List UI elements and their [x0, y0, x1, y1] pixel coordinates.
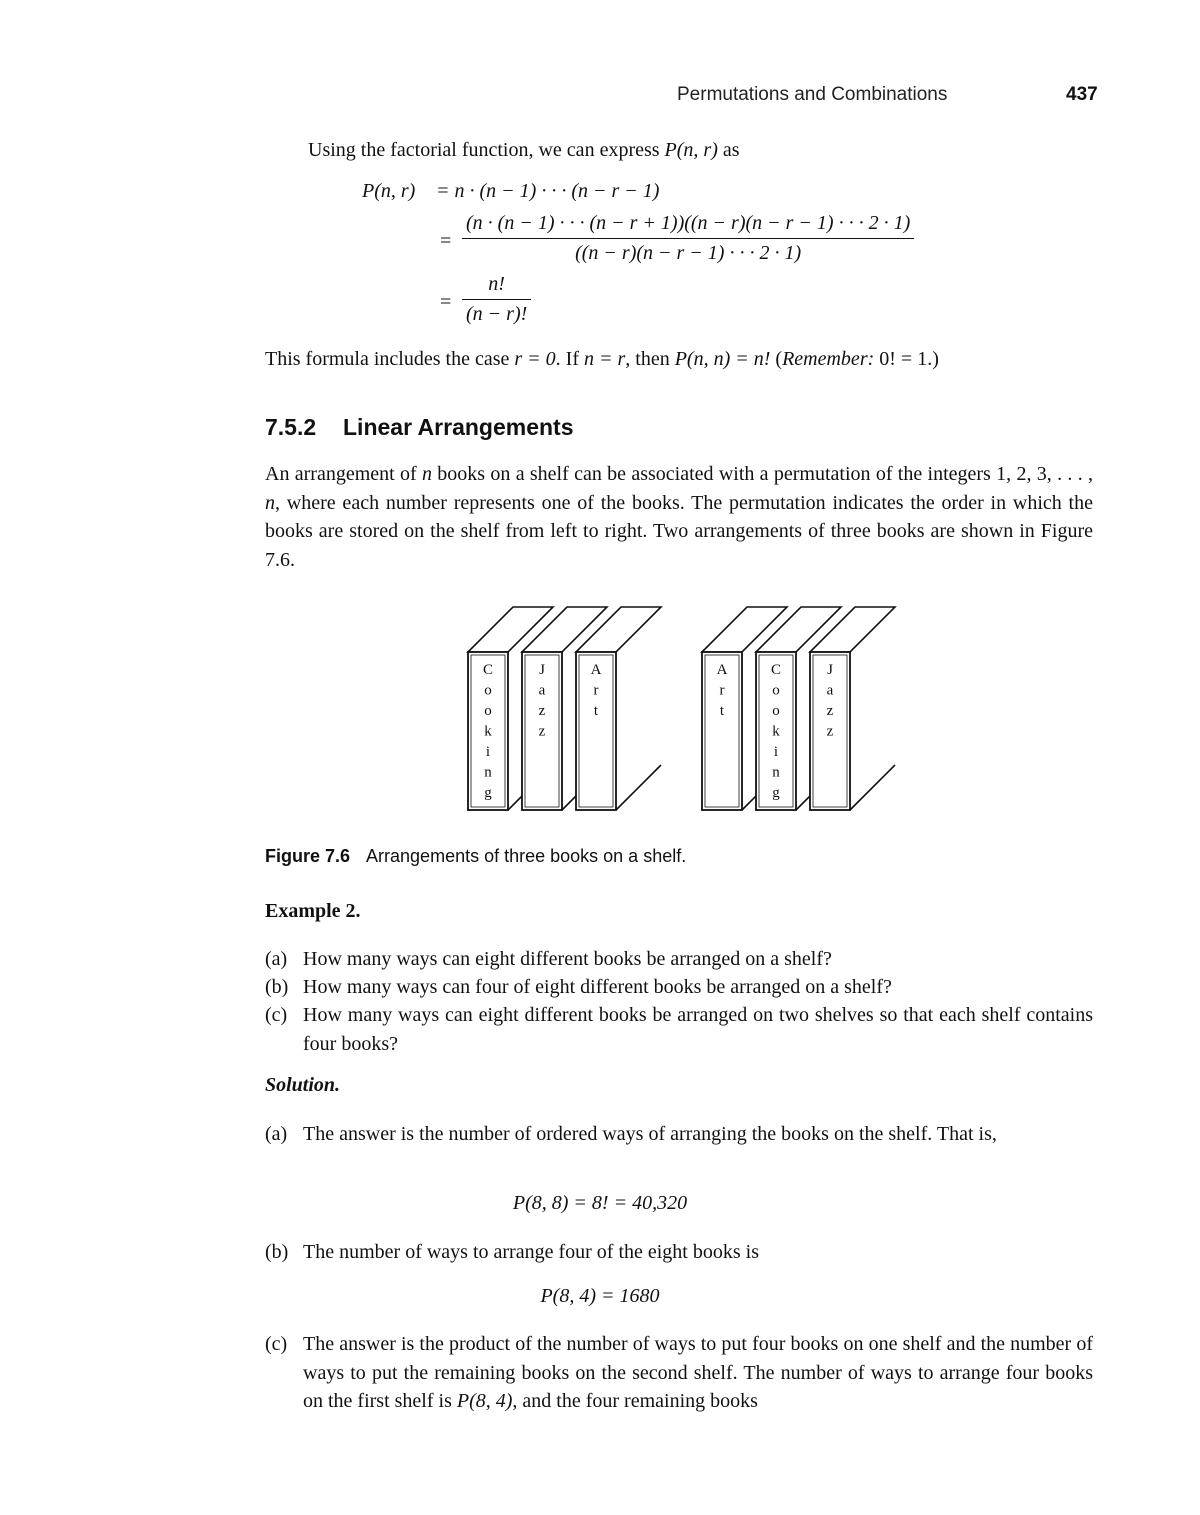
book-spine-letter: C: [770, 662, 782, 678]
derivation-line3-eq: =: [440, 291, 452, 313]
book-bottom-edge: [616, 765, 661, 810]
book-spine-letter: k: [484, 723, 492, 740]
book-left-3: [576, 607, 661, 810]
running-header: Permutations and Combinations: [677, 84, 948, 105]
book-spine-letter: o: [772, 682, 780, 699]
page-number: 437: [1066, 84, 1098, 105]
book-right-3: [810, 607, 895, 810]
book-spine-letter: i: [485, 744, 491, 760]
solution-item-text: The number of ways to arrange four of the eight books is: [303, 1241, 759, 1263]
derivation-line3-denominator: (n − r)!: [466, 303, 528, 325]
solution-b-equation: P(8, 4) = 1680: [540, 1285, 660, 1307]
formula-note-a: This formula includes the case: [265, 348, 515, 370]
derivation-line2-eq: =: [440, 230, 452, 252]
book-bottom-edge: [850, 765, 895, 810]
solution-item-a: [265, 1120, 1093, 1149]
formula-note-e: , then: [625, 348, 675, 370]
section-para-d: n: [265, 491, 275, 514]
solution-item-label: (b): [265, 1241, 289, 1263]
example-item-text: How many ways can eight different books be arranged on a shelf?: [303, 948, 832, 970]
solution-a-equation: P(8, 8) = 8! = 40,320: [512, 1192, 688, 1214]
book-spine-letter: J: [539, 662, 545, 678]
formula-note-f: P(n, n) = n!: [674, 348, 771, 370]
intro-text-after: as: [717, 139, 740, 161]
formula-note-b: r = 0: [514, 348, 556, 370]
book-spine-letter: z: [538, 703, 546, 719]
section-number: 7.5.2: [265, 414, 317, 440]
book-spine-letter: r: [593, 682, 599, 699]
section-para-b: n: [421, 463, 432, 485]
example-item-a: [265, 945, 1093, 974]
formula-note-g: (: [770, 348, 783, 370]
book-spine-letter: t: [719, 703, 725, 719]
book-spine-letter: g: [484, 785, 492, 801]
derivation-line3-fraction: [462, 273, 531, 326]
solution-item-text: [303, 1330, 1093, 1416]
example-item-text: How many ways can eight different books be arranged on two shelves so that each shelf contains four books?: [303, 1004, 1093, 1055]
derivation-line1-lhs: P(n, r): [362, 180, 416, 202]
intro-text-before: Using the factorial function, we can express: [308, 139, 665, 161]
book-group-right: [702, 607, 895, 810]
example-item-text: How many ways can four of eight different books be arranged on a shelf?: [303, 976, 892, 998]
figure-caption: [265, 846, 686, 867]
derivation-line2-fraction: [462, 212, 914, 265]
section-para-a: An arrangement of: [265, 463, 422, 485]
book-spine-letter: n: [484, 764, 492, 781]
formula-note-h: Remember:: [782, 348, 875, 370]
book-spine-letter: o: [484, 703, 492, 719]
book-spine-letter: o: [772, 703, 780, 719]
book-spine-letter: t: [593, 703, 599, 719]
section-paragraph: [265, 460, 1093, 574]
section-title: Linear Arrangements: [343, 414, 574, 440]
formula-note-d: n = r: [583, 348, 626, 370]
formula-note-c: . If: [555, 348, 584, 370]
section-heading: [265, 414, 574, 441]
derivation-line2-numerator: (n · (n − 1) · · · (n − r + 1))((n − r)(n − r − 1) · · · 2 · 1): [462, 212, 914, 239]
example-item-label: (b): [265, 976, 289, 998]
book-spine-letter: z: [826, 703, 834, 719]
derivation-line3-numerator: n!: [462, 273, 531, 300]
solution-item-c: [265, 1330, 1093, 1416]
book-spine-letter: i: [773, 744, 779, 760]
section-para-e: , where each number represents one of the books. The permutation indicates the order in which the books are stored on the shelf from left to right. Two arrangements of three books are shown in Figure 7.6.: [265, 491, 1093, 571]
example-item-label: (a): [265, 948, 288, 970]
solution-item-b: [265, 1238, 1093, 1267]
solution-c-text-a: The answer is the product of the number of ways to put four books on one shelf and the number of ways to put the remaining books on the second shelf. The number of ways to arrange four books on the first shelf is: [303, 1333, 1093, 1412]
book-spine-letter: a: [826, 682, 834, 699]
figure-caption-text: Arrangements of three books on a shelf.: [366, 846, 687, 866]
solution-heading: Solution.: [265, 1074, 341, 1096]
book-spine-letter: k: [772, 723, 780, 740]
solution-c-text-c: , and the four remaining books: [512, 1390, 758, 1412]
book-spine-letter: a: [538, 682, 546, 699]
book-spine-letter: o: [484, 682, 492, 699]
example-item-b: [265, 973, 1093, 1002]
solution-c-text-b: P(8, 4): [456, 1390, 513, 1412]
figure-caption-label: Figure 7.6: [265, 846, 351, 866]
solution-item-text: The answer is the number of ordered ways of arranging the books on the shelf. That is,: [303, 1123, 997, 1145]
books-figure: [460, 596, 900, 826]
derivation-line2-denominator: ((n − r)(n − r − 1) · · · 2 · 1): [575, 242, 802, 264]
book-spine-letter: r: [719, 682, 725, 699]
section-para-c: books on a shelf can be associated with a permutation of the integers 1, 2, 3, . . . ,: [431, 463, 1094, 485]
book-group-left: [468, 607, 661, 810]
book-spine-letter: A: [716, 662, 728, 678]
intro-sentence: [308, 136, 740, 164]
formula-note-i: 0! = 1.): [874, 348, 939, 370]
book-spine-letter: n: [772, 764, 780, 781]
derivation-line1-rhs: = n · (n − 1) · · · (n − r − 1): [436, 180, 660, 202]
book-spine-letter: g: [772, 785, 780, 801]
book-spine-letter: A: [590, 662, 602, 678]
example-heading: Example 2.: [265, 900, 361, 922]
book-spine-letter: J: [827, 662, 833, 678]
solution-item-label: (c): [265, 1333, 288, 1355]
solution-item-label: (a): [265, 1123, 288, 1145]
example-item-label: (c): [265, 1004, 288, 1026]
book-spine-letter: z: [826, 723, 834, 740]
book-spine-letter: z: [538, 723, 546, 740]
intro-expr: P(n, r): [664, 139, 718, 161]
formula-note: [265, 345, 1095, 373]
example-item-c: [265, 1001, 1093, 1058]
book-spine-letter: C: [482, 662, 494, 678]
